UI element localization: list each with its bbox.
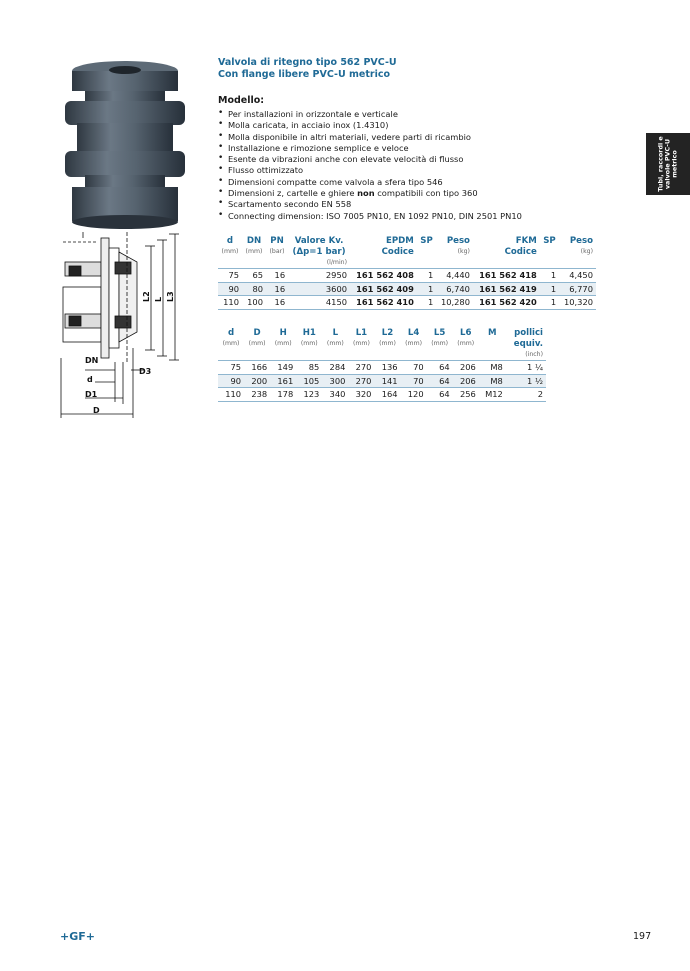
cell-l5: 64 — [439, 389, 450, 399]
col-header: H1 (mm) — [300, 328, 318, 347]
cell-sp: 1 — [427, 297, 434, 307]
cell-kv: 4150 — [325, 297, 348, 307]
cell-pn: 16 — [266, 282, 288, 296]
cell-D: 166 — [251, 362, 268, 372]
col-header: Valore Kv. (Δp=1 bar) (l/min) — [292, 236, 348, 266]
cell-weight: 6,740 — [436, 282, 473, 296]
col-header: pollici equiv. (inch) — [513, 328, 543, 358]
cell-kv: 2950 — [325, 270, 348, 280]
cell-l1: 270 — [355, 362, 372, 372]
cell-epdm-code: 161 562 410 — [356, 297, 414, 307]
cell-epdm-code: 161 562 408 — [356, 270, 414, 280]
cell-h: 161 — [270, 374, 296, 388]
product-title-line2: Con flange libere PVC-U metrico — [218, 69, 390, 80]
col-header: Peso (kg) — [569, 236, 593, 255]
cell-h: 178 — [277, 389, 294, 399]
cell-weight: 10,280 — [440, 297, 470, 307]
col-header: L6 (mm) — [457, 328, 475, 347]
cell-epdm-code: 161 562 409 — [350, 282, 417, 296]
feature-item — [218, 188, 522, 199]
valve-technical-drawing — [55, 232, 205, 422]
product-title-line1: Valvola di ritegno tipo 562 PVC-U — [218, 57, 397, 68]
col-header: L1 (mm) — [352, 328, 370, 347]
cell-weight: 4,450 — [569, 270, 593, 280]
side-tab-label: Tubi, raccordi e valvole PVC-U metrico — [656, 136, 679, 192]
col-header: L2 (mm) — [379, 328, 396, 347]
table-row — [218, 374, 546, 388]
col-header: EPDM Codice — [381, 236, 414, 257]
drawing-label-d3: D3 — [139, 367, 152, 376]
cell-l: 340 — [329, 389, 346, 399]
product-title — [218, 57, 397, 81]
cell-l6: 206 — [459, 362, 476, 372]
cell-inch: 1 ¼ — [527, 362, 543, 372]
table-row — [218, 361, 546, 375]
feature-item: • Scartamento secondo EN 558 — [218, 199, 522, 210]
cell-dn: 100 — [247, 297, 263, 307]
cell-inch: 2 — [537, 389, 543, 399]
dimensions-table — [218, 328, 546, 402]
drawing-label-l3: L3 — [166, 291, 175, 302]
cell-D: 200 — [244, 374, 270, 388]
col-header: FKM Codice — [504, 236, 537, 257]
cell-dn: 80 — [242, 282, 266, 296]
cell-l1: 320 — [355, 389, 372, 399]
feature-text-bold: non — [357, 188, 375, 199]
feature-item: • Dimensioni compatte come valvola a sfera tipo 546 — [218, 177, 522, 188]
section-label: Modello: — [218, 95, 265, 106]
cell-sp: 1 — [427, 270, 434, 280]
table-row — [218, 282, 596, 296]
cell-weight: 6,770 — [559, 282, 596, 296]
cell-d: 75 — [228, 270, 239, 280]
feature-item: • Molla disponibile in altri materiali, vedere parti di ricambio — [218, 132, 522, 143]
col-header: DN (mm) — [245, 236, 263, 255]
drawing-label-d: d — [87, 375, 93, 384]
col-header: M — [488, 328, 497, 338]
cell-d: 75 — [230, 362, 242, 372]
cell-h1: 85 — [308, 362, 320, 372]
col-header: L (mm) — [326, 328, 344, 347]
section-side-tab — [646, 133, 690, 195]
cell-l6: 206 — [453, 374, 479, 388]
cell-d: 110 — [223, 297, 239, 307]
table-row — [218, 269, 596, 283]
table-row — [218, 388, 546, 402]
cell-h: 149 — [277, 362, 294, 372]
cell-d: 110 — [225, 389, 242, 399]
drawing-label-D: D — [93, 406, 100, 415]
col-header: d (mm) — [221, 236, 239, 255]
feature-item: • Molla caricata, in acciaio inox (1.4310) — [218, 120, 522, 131]
cell-fkm-code: 161 562 418 — [479, 270, 537, 280]
cell-fkm-code: 161 562 419 — [473, 282, 540, 296]
feature-item: • Installazione e rimozione semplice e veloce — [218, 143, 522, 154]
cell-l5: 64 — [427, 374, 453, 388]
cell-dn: 65 — [252, 270, 263, 280]
feature-item: • Flusso ottimizzato — [218, 165, 522, 176]
feature-text: Dimensioni z, cartelle e ghiere — [228, 188, 358, 199]
col-header: H (mm) — [274, 328, 292, 347]
cell-weight: 4,440 — [446, 270, 470, 280]
cell-l2: 141 — [374, 374, 400, 388]
valve-photo — [55, 57, 195, 232]
col-header: L4 (mm) — [405, 328, 423, 347]
cell-l4: 70 — [401, 374, 427, 388]
cell-m: M12 — [485, 389, 503, 399]
cell-l4: 120 — [407, 389, 424, 399]
cell-l2: 136 — [381, 362, 398, 372]
col-header: d (mm) — [222, 328, 240, 347]
cell-h1: 123 — [303, 389, 320, 399]
col-header: SP — [420, 236, 433, 246]
cell-l4: 70 — [413, 362, 424, 372]
col-header: Peso (kg) — [446, 236, 470, 255]
cell-l2: 164 — [381, 389, 398, 399]
cell-d: 90 — [218, 282, 242, 296]
cell-l1: 270 — [348, 374, 374, 388]
cell-inch: 1 ½ — [506, 374, 546, 388]
feature-item: • Connecting dimension: ISO 7005 PN10, EN 1092 PN10, DIN 2501 PN10 — [218, 211, 522, 222]
drawing-label-l: L — [154, 296, 163, 302]
table-row — [218, 296, 596, 310]
cell-pn: 16 — [274, 270, 286, 280]
col-header: L5 (mm) — [431, 328, 449, 347]
cell-l5: 64 — [439, 362, 450, 372]
cell-sp: 1 — [417, 282, 436, 296]
cell-l: 300 — [322, 374, 348, 388]
cell-D: 238 — [251, 389, 268, 399]
cell-m: M8 — [479, 374, 506, 388]
cell-l: 284 — [329, 362, 346, 372]
drawing-label-l2: L2 — [142, 291, 151, 302]
ordering-table — [218, 236, 596, 310]
feature-item: • Per installazioni in orizzontale e verticale — [218, 109, 522, 120]
cell-weight: 10,320 — [563, 297, 593, 307]
cell-kv: 3600 — [288, 282, 350, 296]
cell-sp: 1 — [540, 282, 559, 296]
feature-text: compatibili con tipo 360 — [374, 188, 478, 199]
cell-sp: 1 — [550, 297, 557, 307]
feature-list — [218, 109, 522, 222]
drawing-label-dn: DN — [85, 356, 99, 365]
cell-pn: 16 — [274, 297, 286, 307]
cell-fkm-code: 161 562 420 — [479, 297, 537, 307]
col-header: SP — [543, 236, 556, 246]
gf-logo: +GF+ — [60, 930, 95, 943]
col-header: PN (bar) — [269, 236, 285, 255]
cell-d: 90 — [218, 374, 244, 388]
cell-l6: 256 — [459, 389, 476, 399]
cell-sp: 1 — [550, 270, 557, 280]
page-number: 197 — [633, 931, 652, 942]
drawing-label-d1: D1 — [85, 390, 98, 399]
cell-h1: 105 — [296, 374, 322, 388]
col-header: D (mm) — [248, 328, 266, 347]
feature-item: • Esente da vibrazioni anche con elevate velocità di flusso — [218, 154, 522, 165]
cell-m: M8 — [490, 362, 503, 372]
